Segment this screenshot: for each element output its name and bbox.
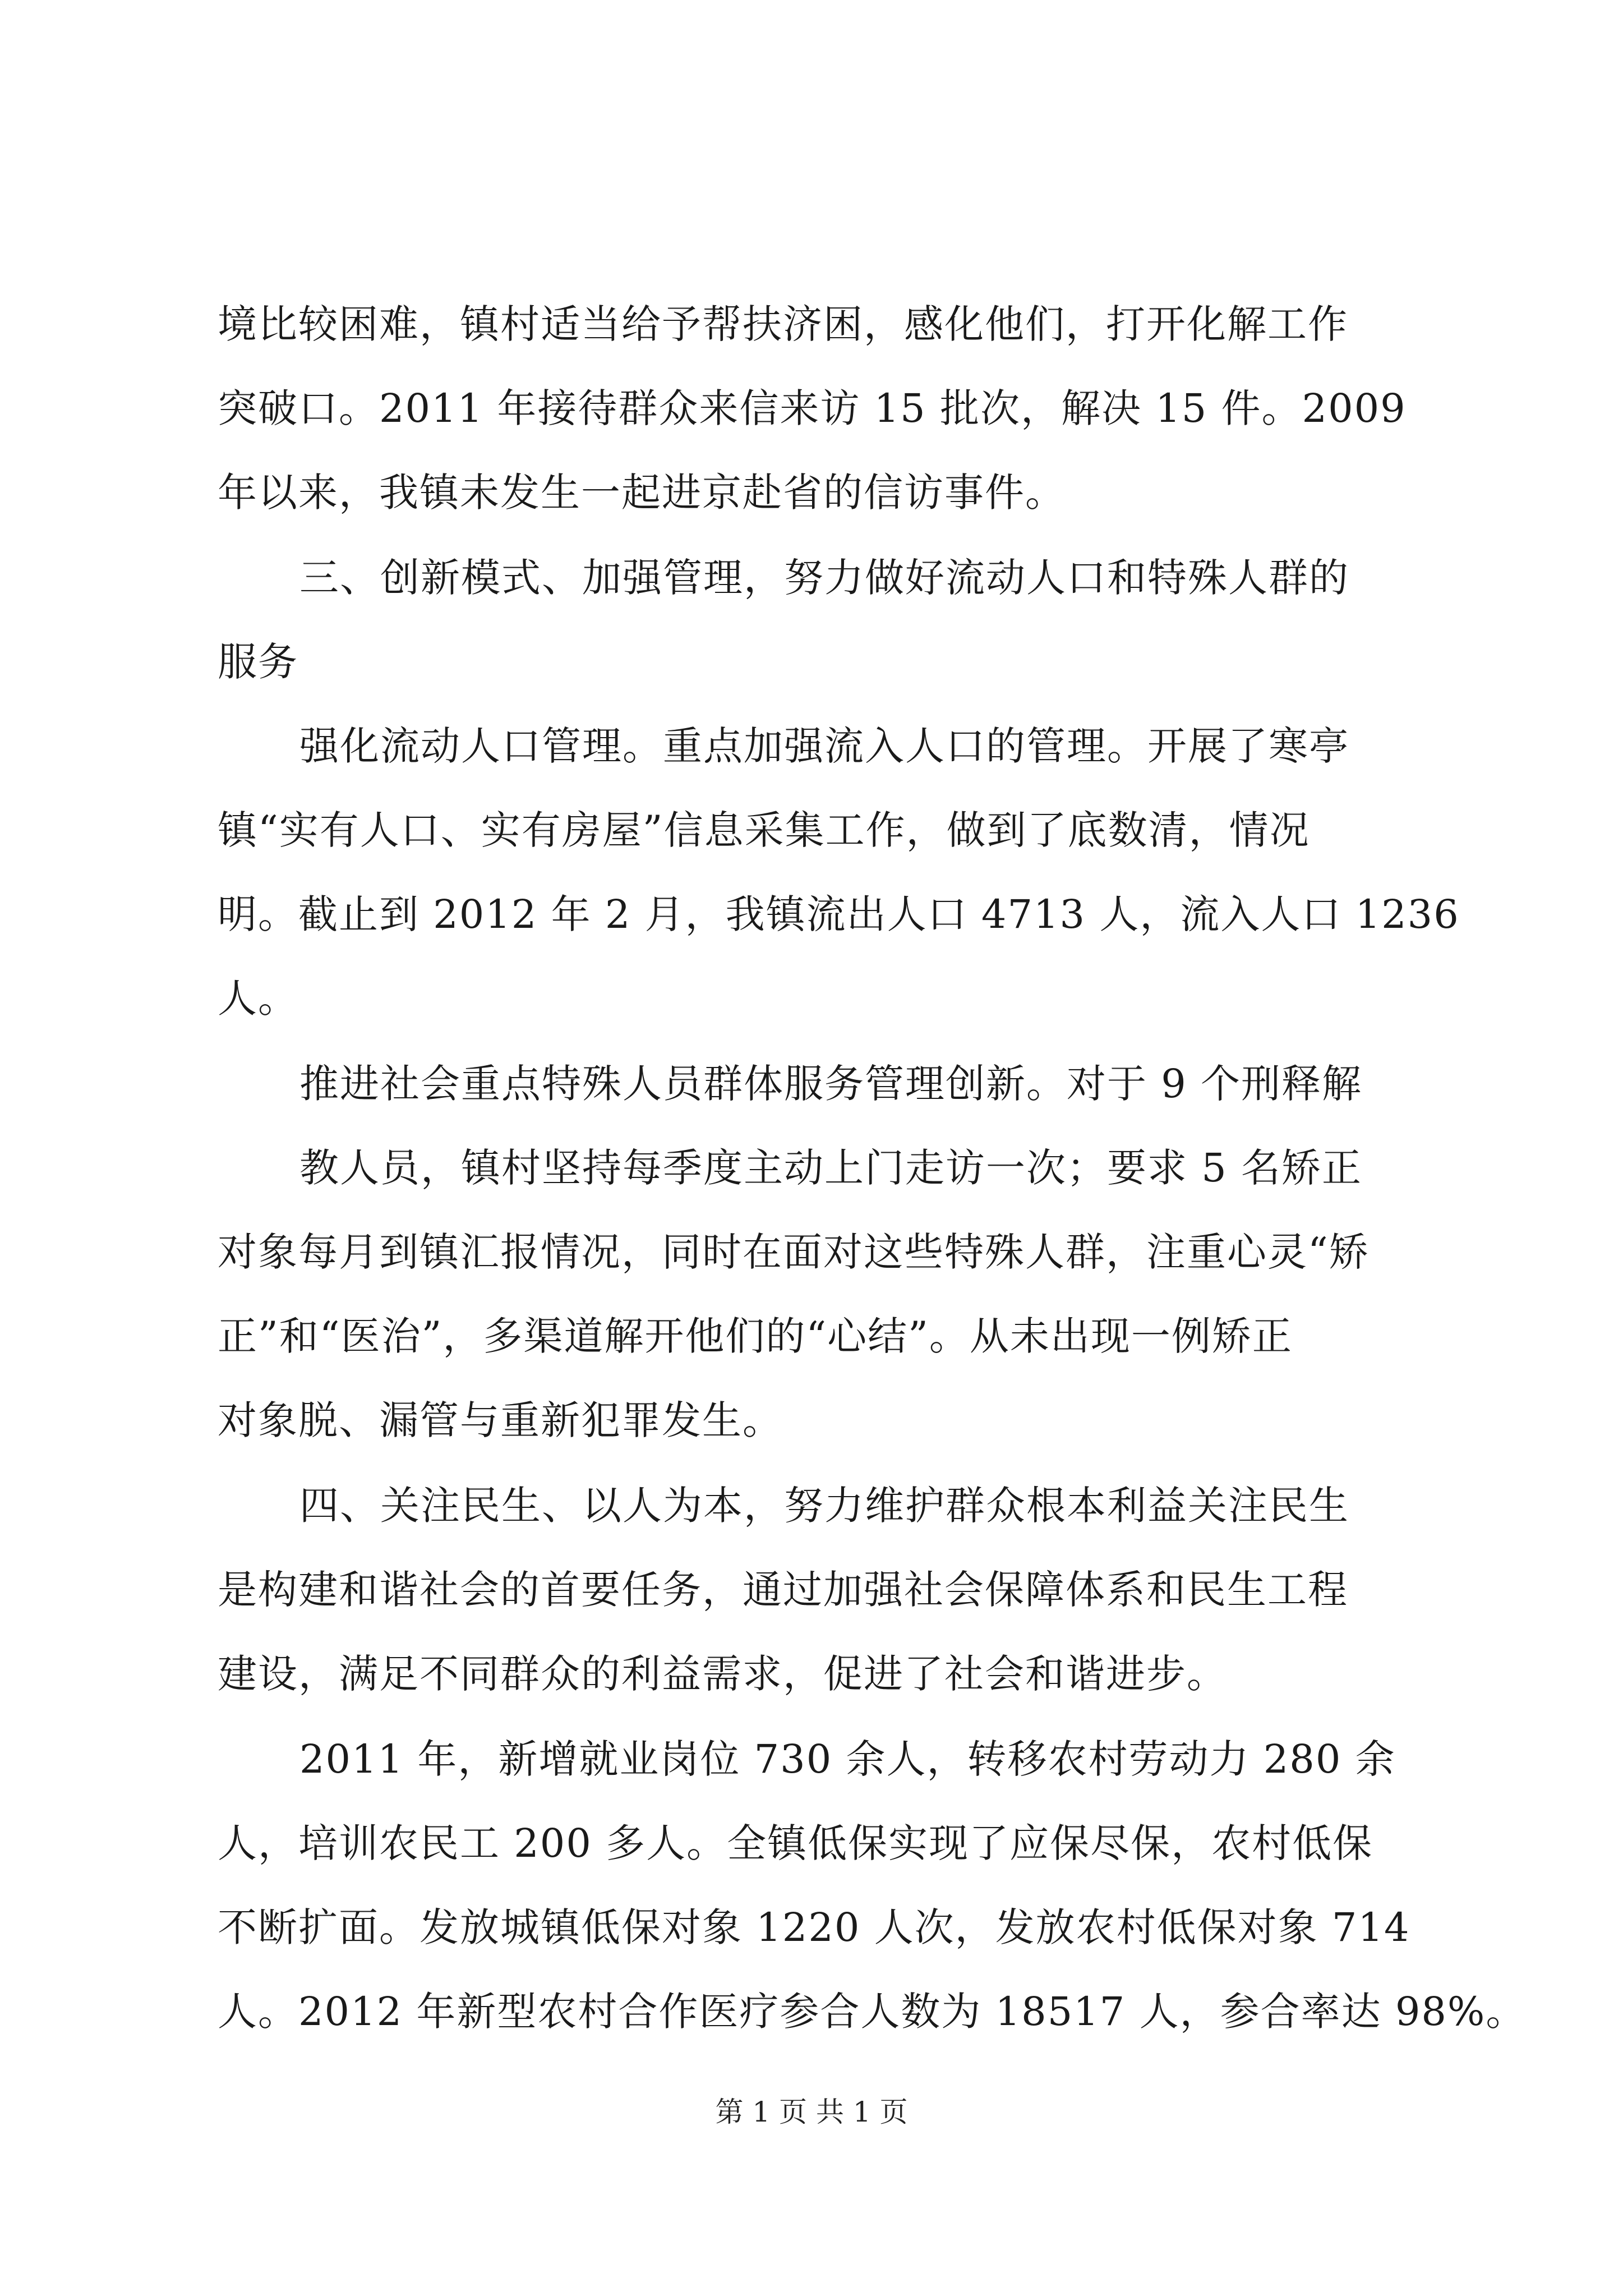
paragraph-start: 强化流动人口管理。重点加强流入人口的管理。开展了寒亭 (299, 723, 1349, 769)
text-line: 人。2012 年新型农村合作医疗参合人数为 18517 人，参合率达 98%。 (218, 1989, 1527, 2035)
text-line: 境比较困难，镇村适当给予帮扶济困，感化他们，打开化解工作 (218, 301, 1348, 347)
text-line: 教人员，镇村坚持每季度主动上门走访一次；要求 5 名矫正 (299, 1145, 1363, 1191)
text-line: 服务 (218, 639, 298, 685)
text-line: 镇“实有人口、实有房屋”信息采集工作，做到了底数清，情况 (218, 807, 1310, 853)
text-line: 突破口。2011 年接待群众来信来访 15 批次，解决 15 件。2009 (218, 385, 1407, 431)
section-heading-3: 三、创新模式、加强管理，努力做好流动人口和特殊人群的 (299, 555, 1349, 601)
page-footer: 第 1 页 共 1 页 (715, 2096, 908, 2128)
text-line: 人，培训农民工 200 多人。全镇低保实现了应保尽保，农村低保 (218, 1820, 1373, 1866)
text-line: 对象脱、漏管与重新犯罪发生。 (218, 1397, 783, 1443)
text-line: 明。截止到 2012 年 2 月，我镇流出人口 4713 人，流入人口 1236 (218, 891, 1460, 937)
text-line: 不断扩面。发放城镇低保对象 1220 人次，发放农村低保对象 714 (218, 1904, 1410, 1950)
text-line: 年以来，我镇未发生一起进京赴省的信访事件。 (218, 470, 1066, 516)
paragraph-start: 2011 年，新增就业岗位 730 余人，转移农村劳动力 280 余 (299, 1736, 1396, 1782)
section-heading-4: 四、关注民生、以人为本，努力维护群众根本利益关注民生 (299, 1483, 1349, 1529)
text-line: 人。 (218, 976, 298, 1022)
text-line: 对象每月到镇汇报情况，同时在面对这些特殊人群，注重心灵“矫 (218, 1229, 1370, 1275)
text-line: 正”和“医治”，多渠道解开他们的“心结”。从未出现一例矫正 (218, 1313, 1293, 1359)
paragraph-start: 推进社会重点特殊人员群体服务管理创新。对于 9 个刑释解 (299, 1061, 1363, 1107)
text-line: 建设，满足不同群众的利益需求，促进了社会和谐进步。 (218, 1651, 1227, 1697)
text-line: 是构建和谐社会的首要任务，通过加强社会保障体系和民生工程 (218, 1567, 1348, 1613)
